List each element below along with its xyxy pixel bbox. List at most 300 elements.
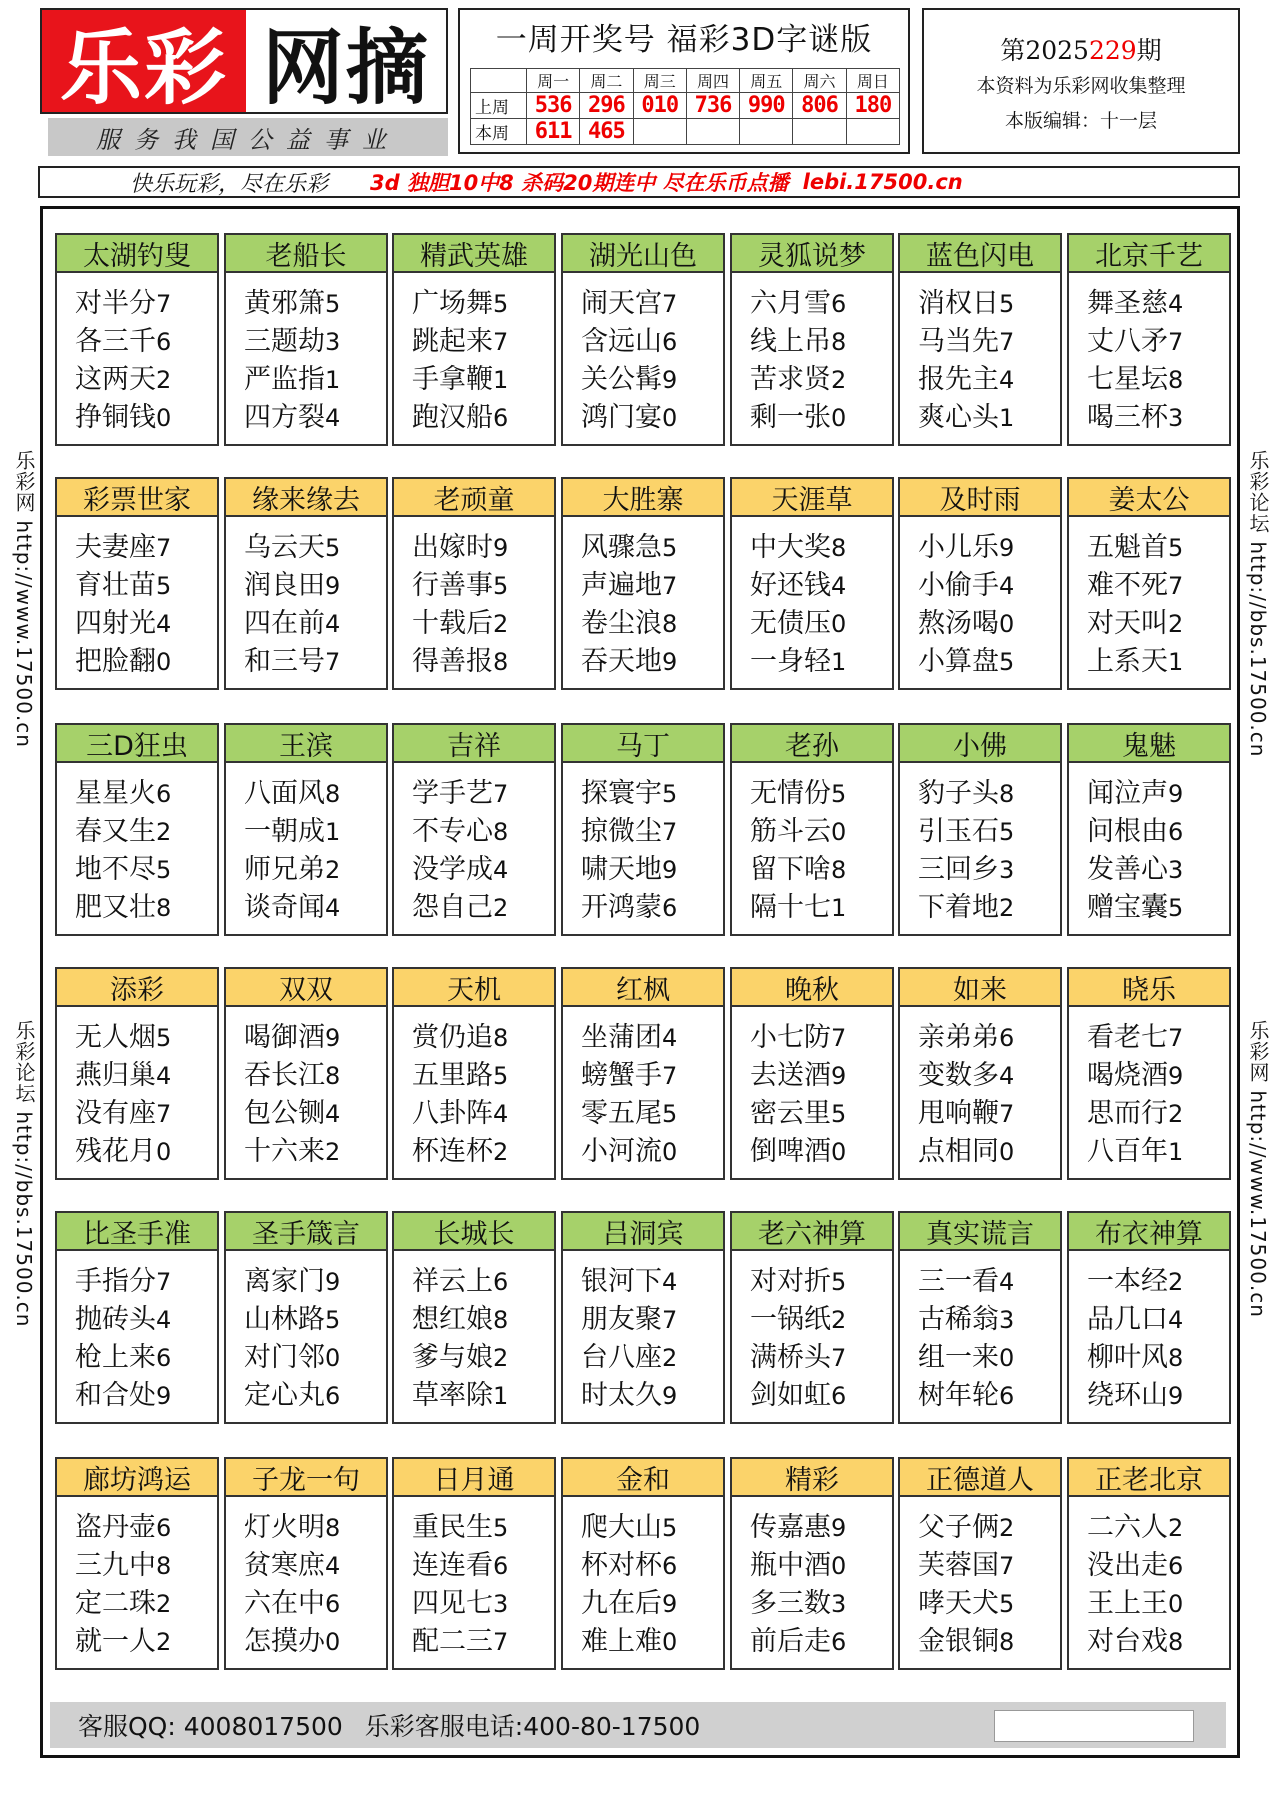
author-name: 及时雨 [900,479,1060,517]
riddle-line [75,643,217,681]
riddle-digit: 7 [1168,328,1184,356]
draw-number: 990 [740,93,793,119]
riddle-digit: 6 [831,290,847,318]
riddle-digit: 2 [493,1138,509,1166]
riddle-text: 剑如虹 [750,1380,831,1411]
riddle-digit: 2 [493,610,509,638]
day-header: 周四 [686,69,739,93]
riddle-line [75,605,217,643]
riddle-text: 和三号 [244,646,325,677]
riddle-line [750,1509,892,1547]
riddle-line [244,1623,386,1661]
riddle-text: 台八座 [581,1342,662,1373]
riddle-text: 谈奇闻 [244,892,325,923]
riddle-line [750,775,892,813]
riddle-text: 星星火 [75,778,156,809]
riddle-line [244,1301,386,1339]
riddle-line [1087,813,1229,851]
riddle-line [1087,567,1229,605]
riddle-line [750,1301,892,1339]
riddle-line [412,285,554,323]
riddle-text: 配二三 [412,1626,493,1657]
riddle-digit: 9 [156,1382,172,1410]
riddle-digit: 8 [156,1552,172,1580]
riddle-text: 赠宝囊 [1087,892,1168,923]
riddle-digit: 2 [156,366,172,394]
day-header: 周二 [580,69,633,93]
riddle-digit: 2 [999,1514,1015,1542]
riddle-line [581,775,723,813]
draw-number: 806 [793,93,846,119]
riddle-box [392,1457,556,1670]
riddle-line [750,1623,892,1661]
riddle-text: 得善报 [412,646,493,677]
riddle-lines [57,1251,217,1415]
riddle-line [244,1095,386,1133]
riddle-line [244,605,386,643]
riddle-text: 思而行 [1087,1098,1168,1129]
customer-phone: 乐彩客服电话:400-80-17500 [364,1712,701,1741]
riddle-digit: 7 [999,1100,1015,1128]
riddle-lines [57,517,217,681]
author-name: 吉祥 [394,725,554,763]
riddle-text: 盗丹壶 [75,1512,156,1543]
riddle-digit: 3 [1168,404,1184,432]
riddle-line [244,1133,386,1171]
riddle-lines [732,763,892,927]
riddle-line [1087,285,1229,323]
author-name: 老孙 [732,725,892,763]
riddle-text: 亲弟弟 [918,1022,999,1053]
riddle-box [1067,233,1231,446]
riddle-digit: 4 [493,856,509,884]
riddle-box [224,723,388,936]
riddle-digit: 8 [999,780,1015,808]
riddle-text: 三题劫 [244,326,325,357]
riddle-line [412,1623,554,1661]
riddle-line [1087,1057,1229,1095]
riddle-lines [732,1007,892,1171]
riddle-digit: 9 [662,366,678,394]
riddle-line [918,399,1060,437]
riddle-box [55,477,219,690]
riddle-text: 离家门 [244,1266,325,1297]
riddle-digit: 7 [156,290,172,318]
draw-number [686,119,739,145]
riddle-text: 发善心 [1087,854,1168,885]
customer-qq: 客服QQ: 4008017500 [78,1712,343,1741]
riddle-line [581,643,723,681]
source-note: 本资料为乐彩网收集整理 [976,75,1186,97]
riddle-text: 没学成 [412,854,493,885]
riddle-text: 杯对杯 [581,1550,662,1581]
riddle-line [1087,399,1229,437]
riddle-digit: 6 [156,780,172,808]
riddle-text: 灯火明 [244,1512,325,1543]
riddle-lines [226,1007,386,1171]
riddle-digit: 6 [156,328,172,356]
table-header-row [471,69,900,93]
riddle-lines [57,1497,217,1661]
riddle-text: 跳起来 [412,326,493,357]
riddle-line [918,1095,1060,1133]
logo [40,8,448,114]
riddle-text: 育壮苗 [75,570,156,601]
riddle-board [40,206,1240,1758]
riddle-line [412,889,554,927]
riddle-digit: 7 [325,648,341,676]
panel-title: 一周开奖号 福彩3D字谜版 [495,21,873,58]
riddle-lines [226,517,386,681]
riddle-line [75,813,217,851]
riddle-lines [1069,1497,1229,1661]
riddle-digit: 8 [999,1628,1015,1656]
riddle-line [750,605,892,643]
riddle-digit: 9 [662,648,678,676]
riddle-line [412,1509,554,1547]
riddle-box [392,233,556,446]
riddle-digit: 0 [325,1628,341,1656]
riddle-box [898,967,1062,1180]
riddle-text: 去送酒 [750,1060,831,1091]
riddle-digit: 4 [999,572,1015,600]
footer-bar [50,1702,1226,1748]
riddle-box [730,1457,894,1670]
riddle-line [1087,643,1229,681]
riddle-text: 探寰宇 [581,778,662,809]
row-label: 本周 [471,119,527,145]
riddle-line [412,399,554,437]
riddle-digit: 8 [493,818,509,846]
riddle-line [244,399,386,437]
riddle-box [392,967,556,1180]
riddle-digit: 1 [325,818,341,846]
riddle-digit: 7 [156,1268,172,1296]
riddle-digit: 8 [325,780,341,808]
riddle-digit: 2 [156,818,172,846]
riddle-lines [226,1251,386,1415]
riddle-lines [226,273,386,437]
riddle-line [918,1019,1060,1057]
riddle-digit: 5 [325,534,341,562]
riddle-line [244,889,386,927]
riddle-text: 父子俩 [918,1512,999,1543]
riddle-digit: 4 [662,1024,678,1052]
riddle-digit: 5 [662,534,678,562]
riddle-box [224,1457,388,1670]
riddle-text: 无债压 [750,608,831,639]
riddle-lines [900,1251,1060,1415]
riddle-box [561,477,725,690]
riddle-digit: 2 [493,894,509,922]
riddle-text: 燕归巢 [75,1060,156,1091]
riddle-text: 四射光 [75,608,156,639]
riddle-digit: 4 [156,1306,172,1334]
riddle-text: 小七防 [750,1022,831,1053]
riddle-digit: 4 [999,366,1015,394]
riddle-line [750,1057,892,1095]
riddle-text: 多三数 [750,1588,831,1619]
draw-number: 736 [686,93,739,119]
riddle-text: 山林路 [244,1304,325,1335]
riddle-text: 草率除 [412,1380,493,1411]
riddle-line [750,1095,892,1133]
riddle-line [75,1623,217,1661]
riddle-line [75,1133,217,1171]
riddle-line [918,813,1060,851]
riddle-digit: 5 [999,1590,1015,1618]
riddle-line [918,1509,1060,1547]
riddle-text: 包公铡 [244,1098,325,1129]
riddle-digit: 6 [493,404,509,432]
riddle-text: 手指分 [75,1266,156,1297]
riddle-text: 夫妻座 [75,532,156,563]
riddle-line [244,1019,386,1057]
riddle-line [244,643,386,681]
riddle-digit: 0 [156,1138,172,1166]
riddle-text: 肥又壮 [75,892,156,923]
riddle-digit: 7 [1168,572,1184,600]
riddle-line [244,361,386,399]
riddle-text: 怨自己 [412,892,493,923]
author-name: 双双 [226,969,386,1007]
riddle-lines [732,1497,892,1661]
riddle-digit: 3 [999,856,1015,884]
riddle-line [918,1623,1060,1661]
ticker-link[interactable]: lebi.17500.cn [802,170,963,194]
riddle-lines [1069,763,1229,927]
riddle-text: 六月雪 [750,288,831,319]
riddle-digit: 5 [1168,894,1184,922]
riddle-digit: 6 [156,1514,172,1542]
riddle-text: 祥云上 [412,1266,493,1297]
riddle-digit: 0 [831,404,847,432]
riddle-line [75,1585,217,1623]
side-text-left-top: 乐彩网 http://www.17500.cn [12,450,36,748]
riddle-digit: 9 [999,534,1015,562]
riddle-text: 难上难 [581,1626,662,1657]
riddle-digit: 2 [662,1344,678,1372]
riddle-line [1087,775,1229,813]
riddle-text: 对半分 [75,288,156,319]
author-name: 蓝色闪电 [900,235,1060,273]
riddle-line [75,1509,217,1547]
riddle-digit: 3 [831,1590,847,1618]
riddle-digit: 0 [156,404,172,432]
riddle-text: 想红娘 [412,1304,493,1335]
riddle-line [581,605,723,643]
riddle-text: 三九中 [75,1550,156,1581]
riddle-line [1087,1509,1229,1547]
issue-number: 第2025229期 [1000,36,1162,65]
riddle-line [412,1585,554,1623]
riddle-text: 枪上来 [75,1342,156,1373]
riddle-box [561,967,725,1180]
author-name: 精武英雄 [394,235,554,273]
riddle-digit: 7 [999,1552,1015,1580]
author-name: 廊坊鸿运 [57,1459,217,1497]
riddle-text: 残花月 [75,1136,156,1167]
riddle-digit: 8 [493,1306,509,1334]
riddle-line [412,1301,554,1339]
riddle-text: 手拿鞭 [412,364,493,395]
riddle-line [750,889,892,927]
riddle-text: 苦求贤 [750,364,831,395]
riddle-digit: 0 [662,1628,678,1656]
riddle-digit: 1 [999,404,1015,432]
draw-number: 180 [846,93,899,119]
riddle-digit: 2 [1168,1100,1184,1128]
riddle-line [918,605,1060,643]
riddle-digit: 7 [831,1024,847,1052]
riddle-text: 风骤急 [581,532,662,563]
riddle-digit: 5 [999,648,1015,676]
riddle-text: 卷尘浪 [581,608,662,639]
riddle-box [55,723,219,936]
riddle-digit: 0 [831,1138,847,1166]
author-name: 晚秋 [732,969,892,1007]
riddle-line [1087,1301,1229,1339]
riddle-box [898,1211,1062,1424]
author-name: 缘来缘去 [226,479,386,517]
riddle-line [581,323,723,361]
riddle-digit: 9 [325,1024,341,1052]
draw-number [740,119,793,145]
riddle-digit: 4 [493,1100,509,1128]
table-row-last-week [471,93,900,119]
riddle-line [412,1095,554,1133]
riddle-box [224,233,388,446]
draw-number [846,119,899,145]
author-name: 老六神算 [732,1213,892,1251]
draw-number [793,119,846,145]
riddle-lines [394,1497,554,1661]
riddle-text: 关公髯 [581,364,662,395]
riddle-line [750,529,892,567]
riddle-digit: 9 [662,856,678,884]
riddle-box [1067,477,1231,690]
riddle-line [750,323,892,361]
riddle-lines [57,763,217,927]
riddle-line [244,323,386,361]
editor-note: 本版编辑：十一层 [1004,110,1157,132]
riddle-line [75,567,217,605]
ticker-promo: 3d 独胆10中8 杀码20期连中 尽在乐币点播 [370,171,789,195]
riddle-digit: 5 [493,1514,509,1542]
riddle-line [412,775,554,813]
day-header: 周一 [527,69,580,93]
riddle-line [75,1057,217,1095]
riddle-text: 七星坛 [1087,364,1168,395]
riddle-box [898,1457,1062,1670]
riddle-digit: 2 [1168,610,1184,638]
riddle-digit: 5 [493,572,509,600]
day-header: 周六 [793,69,846,93]
riddle-digit: 6 [1168,1552,1184,1580]
riddle-text: 筋斗云 [750,816,831,847]
riddle-text: 师兄弟 [244,854,325,885]
riddle-digit: 0 [662,404,678,432]
riddle-line [918,1301,1060,1339]
riddle-text: 银河下 [581,1266,662,1297]
riddle-digit: 7 [156,1100,172,1128]
riddle-digit: 0 [662,1138,678,1166]
riddle-text: 黄邪箫 [244,288,325,319]
riddle-digit: 0 [999,1138,1015,1166]
riddle-box [561,1457,725,1670]
riddle-line [75,1019,217,1057]
riddle-digit: 5 [325,1306,341,1334]
riddle-digit: 6 [662,328,678,356]
riddle-line [244,285,386,323]
riddle-digit: 5 [156,572,172,600]
riddle-line [918,643,1060,681]
author-name: 天涯草 [732,479,892,517]
riddle-text: 小偷手 [918,570,999,601]
riddle-text: 王上王 [1087,1588,1168,1619]
riddle-box [898,723,1062,936]
riddle-digit: 9 [1168,1382,1184,1410]
riddle-box [392,723,556,936]
riddle-digit: 1 [325,366,341,394]
riddle-line [1087,1585,1229,1623]
riddle-line [75,775,217,813]
riddle-box [561,723,725,936]
riddle-lines [394,517,554,681]
riddle-digit: 5 [831,1268,847,1296]
author-name: 正德道人 [900,1459,1060,1497]
day-header: 周五 [740,69,793,93]
riddle-digit: 7 [662,1062,678,1090]
riddle-box [730,477,894,690]
riddle-text: 鸿门宴 [581,402,662,433]
riddle-text: 爬大山 [581,1512,662,1543]
riddle-digit: 0 [999,610,1015,638]
riddle-text: 四方裂 [244,402,325,433]
riddle-text: 五里路 [412,1060,493,1091]
riddle-line [750,1339,892,1377]
riddle-digit: 0 [831,610,847,638]
riddle-digit: 8 [1168,366,1184,394]
riddle-digit: 5 [831,780,847,808]
riddle-text: 好还钱 [750,570,831,601]
riddle-line [581,1509,723,1547]
riddle-line [1087,851,1229,889]
riddle-text: 难不死 [1087,570,1168,601]
riddle-line [581,1133,723,1171]
riddle-lines [563,1497,723,1661]
riddle-line [581,1547,723,1585]
riddle-line [75,889,217,927]
riddle-digit: 5 [999,290,1015,318]
riddle-text: 闻泣声 [1087,778,1168,809]
riddle-box [1067,723,1231,936]
riddle-lines [1069,273,1229,437]
riddle-text: 爽心头 [918,402,999,433]
riddle-digit: 4 [325,894,341,922]
riddle-digit: 2 [831,1306,847,1334]
riddle-digit: 2 [1168,1268,1184,1296]
riddle-line [581,361,723,399]
riddle-line [244,1377,386,1415]
riddle-line [244,1547,386,1585]
riddle-box [561,1211,725,1424]
riddle-text: 线上吊 [750,326,831,357]
riddle-text: 马当先 [918,326,999,357]
riddle-lines [1069,1251,1229,1415]
riddle-text: 爹与娘 [412,1342,493,1373]
riddle-digit: 9 [325,572,341,600]
